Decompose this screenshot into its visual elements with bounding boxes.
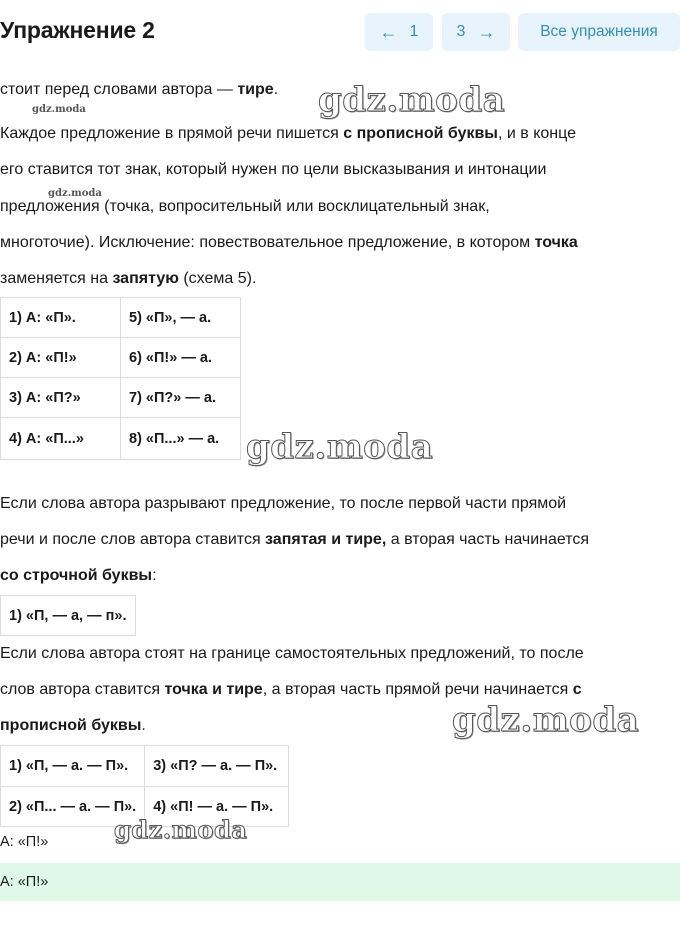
watermark-logo: gdz.moda <box>452 700 640 740</box>
scheme-table-1 <box>0 297 241 460</box>
para4-l2-text: слов автора ставится <box>0 681 165 698</box>
para3-line2 <box>0 522 589 558</box>
para3-l3-bold: со строчной буквы <box>0 567 153 584</box>
para4-l2-bold2: с <box>572 681 582 698</box>
table-cell: 6) «П!» — а. <box>121 338 241 378</box>
para2-l5-text: заменяется на <box>0 270 113 287</box>
para2-l5-end: (схема 5). <box>178 270 257 287</box>
para4-l3-bold: прописной буквы <box>0 717 142 734</box>
page-title: Упражнение 2 <box>0 17 155 43</box>
next-exercise-label: 3 <box>456 23 466 40</box>
answer-text: А: «П!» <box>0 834 49 850</box>
para4-line3 <box>0 708 146 744</box>
para3-l2-bold: запятая и тире, <box>265 531 387 548</box>
para2-line2: его ставится тот знак, который нужен по цели высказывания и интонации <box>0 161 547 178</box>
para2-l1-text: Каждое предложение в прямой речи пишется <box>0 125 344 142</box>
para4-l3-end: . <box>141 717 146 734</box>
para2-line4 <box>0 225 578 261</box>
table-cell: 3) А: «П?» <box>1 378 121 418</box>
para2-line5 <box>0 261 256 297</box>
para3-line3 <box>0 558 157 594</box>
para1 <box>0 72 278 108</box>
para3-l3-end: : <box>152 567 157 584</box>
table-cell: 4) А: «П...» <box>1 418 121 460</box>
table-cell: 4) «П! — а. — П». <box>145 787 289 827</box>
para3-line1: Если слова автора разрывают предложение, то после первой части прямой <box>0 495 567 512</box>
answer-box: А: «П!» <box>0 863 680 901</box>
para4-l2-mid: , а вторая часть прямой речи начинается <box>262 681 573 698</box>
table-row <box>1 596 136 636</box>
table-cell: 7) «П?» — а. <box>121 378 241 418</box>
table-cell: 1) «П, — а. — П». <box>1 746 145 787</box>
para2-l1-end: , и в конце <box>497 125 576 142</box>
watermark-logo: gdz.moda <box>48 188 102 199</box>
table-cell: 2) «П... — а. — П». <box>1 787 145 827</box>
scheme-table-2 <box>0 595 136 636</box>
table-cell: 3) «П? — а. — П». <box>145 746 289 787</box>
table-row <box>1 338 241 378</box>
para2-l4-bold: точка <box>534 234 578 251</box>
para2-l4-text: многоточие). Исключение: повествовательное предложение, в котором <box>0 234 535 251</box>
arrow-right-icon: → <box>477 22 496 42</box>
all-exercises-button[interactable]: Все упражнения <box>518 13 680 51</box>
header <box>0 0 680 64</box>
para2-l1-bold: с прописной буквы <box>343 125 498 142</box>
para2-line1 <box>0 116 576 152</box>
para3-l2-text: речи и после слов автора ставится <box>0 531 266 548</box>
arrow-left-icon: ← <box>379 22 398 42</box>
watermark-logo: gdz.moda <box>32 104 86 115</box>
watermark-logo: gdz.moda <box>246 427 434 467</box>
para1-text: стоит перед словами автора — <box>0 81 238 98</box>
watermark-logo: gdz.moda <box>318 80 506 120</box>
prev-exercise-label: 1 <box>409 23 419 40</box>
table-cell: 1) А: «П». <box>1 298 121 338</box>
para4-l2-bold: точка и тире <box>164 681 263 698</box>
table-cell: 8) «П...» — а. <box>121 418 241 460</box>
table-row <box>1 298 241 338</box>
prev-exercise-button[interactable] <box>365 13 433 51</box>
table-cell: 1) «П, — а, — п». <box>1 596 136 636</box>
table-cell: 5) «П», — а. <box>121 298 241 338</box>
para4-line1: Если слова автора стоят на границе самостоятельных предложений, то после <box>0 645 584 662</box>
table-row <box>1 746 289 787</box>
table-row <box>1 378 241 418</box>
para1-end: . <box>273 81 279 98</box>
table-cell: 2) А: «П!» <box>1 338 121 378</box>
para3-l2-end: а вторая часть начинается <box>386 531 590 548</box>
watermark-logo: gdz.moda <box>114 815 248 844</box>
para2-l5-bold: запятую <box>112 270 179 287</box>
table-row <box>1 418 241 460</box>
para2-line3: предложения (точка, вопросительный или восклицательный знак, <box>0 198 490 215</box>
next-exercise-button[interactable] <box>442 13 510 51</box>
para1-bold: тире <box>237 81 274 98</box>
